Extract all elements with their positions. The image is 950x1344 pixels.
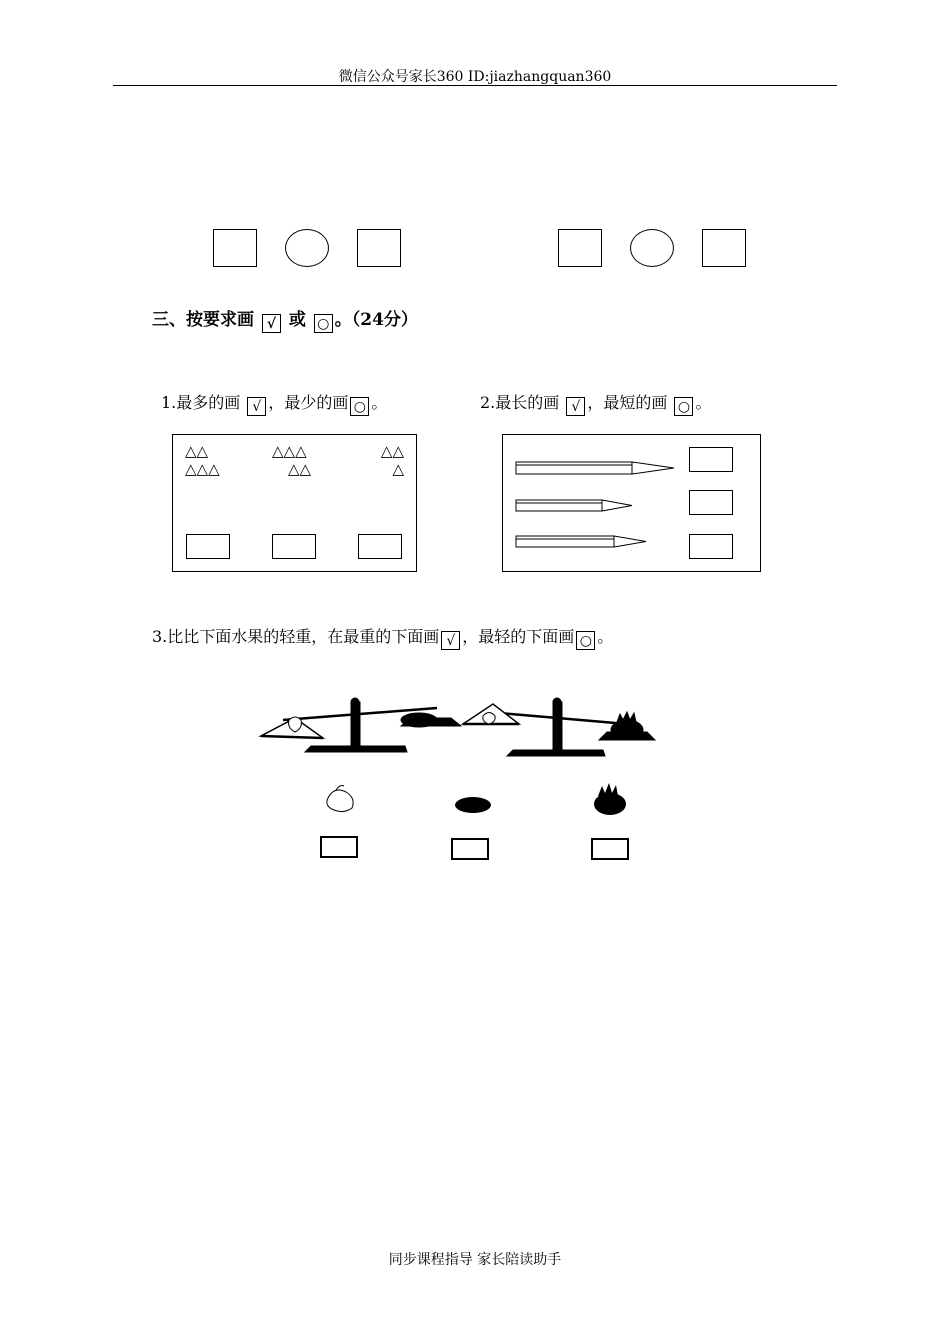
scale-post — [553, 702, 562, 752]
answer-box[interactable] — [272, 534, 316, 559]
fruits-row — [318, 780, 638, 822]
q3-label-c: 。 — [597, 627, 614, 646]
triangle-row: △△ — [185, 442, 209, 460]
plum-icon — [455, 797, 491, 813]
section3-title-suffix: 。（24分） — [334, 310, 418, 330]
header-rule — [113, 85, 837, 86]
pineapple-icon — [611, 720, 643, 740]
answer-box[interactable] — [689, 447, 733, 472]
compare-oval[interactable] — [630, 229, 674, 267]
q1-label-a: 1.最多的画 — [161, 393, 241, 412]
answer-box[interactable] — [591, 838, 629, 860]
answer-box[interactable] — [689, 534, 733, 559]
pencil-medium — [516, 536, 646, 547]
answer-box[interactable] — [558, 229, 602, 267]
answer-box[interactable] — [451, 838, 489, 860]
check-mark-box: √ — [441, 631, 460, 650]
triangle-row: △△ — [288, 460, 312, 478]
q1-label-b: ，最少的画 — [268, 393, 349, 412]
section3-title — [152, 305, 418, 333]
answer-box[interactable] — [702, 229, 746, 267]
peach-icon — [483, 713, 495, 725]
triangle-row: △△△ — [272, 442, 307, 460]
balance-scales-drawing — [255, 690, 665, 760]
answer-box[interactable] — [186, 534, 230, 559]
triangle-row: △△ — [380, 442, 404, 460]
triangle-group-2 — [272, 442, 311, 478]
circle-mark-box: ○ — [576, 631, 595, 650]
q3-label-a: 3.比比下面水果的轻重，在最重的下面画 — [152, 627, 440, 646]
or-word: 或 — [288, 310, 306, 330]
triangle-row: △ — [392, 460, 404, 478]
circle-mark-box: ○ — [674, 397, 693, 416]
q1-label — [161, 390, 387, 416]
scale-post — [351, 702, 360, 748]
plum-icon — [401, 713, 437, 727]
circle-mark-box: ○ — [350, 397, 369, 416]
circle-mark-box: ○ — [314, 314, 333, 333]
scale-2 — [463, 698, 655, 756]
page-header: 微信公众号家长360 ID:jiazhangquan360 — [338, 69, 612, 85]
answer-box[interactable] — [213, 229, 257, 267]
pencil-short — [516, 500, 632, 511]
section3-title-prefix: 三、按要求画 — [152, 310, 254, 330]
answer-box[interactable] — [689, 490, 733, 515]
peach-icon — [327, 786, 353, 812]
q2-label-b: ，最短的画 — [587, 393, 668, 412]
check-mark-box: √ — [262, 314, 281, 333]
page-footer: 同步课程指导 家长陪读助手 — [388, 1252, 562, 1268]
q2-label — [480, 390, 712, 416]
q1-label-c: 。 — [371, 393, 388, 412]
compare-oval[interactable] — [285, 229, 329, 267]
triangle-group-3 — [372, 442, 404, 478]
q3-label-b: ，最轻的下面画 — [462, 627, 575, 646]
pencil-long — [516, 462, 674, 474]
q2-label-a: 2.最长的画 — [480, 393, 560, 412]
answer-box[interactable] — [320, 836, 358, 858]
triangle-row: △△△ — [185, 460, 220, 478]
scale-1 — [261, 698, 461, 752]
answer-box[interactable] — [357, 229, 401, 267]
check-mark-box: √ — [566, 397, 585, 416]
q2-label-c: 。 — [695, 393, 712, 412]
answer-box[interactable] — [358, 534, 402, 559]
check-mark-box: √ — [247, 397, 266, 416]
pineapple-icon — [594, 783, 626, 815]
triangle-group-1 — [185, 442, 220, 478]
q3-label — [152, 624, 613, 650]
